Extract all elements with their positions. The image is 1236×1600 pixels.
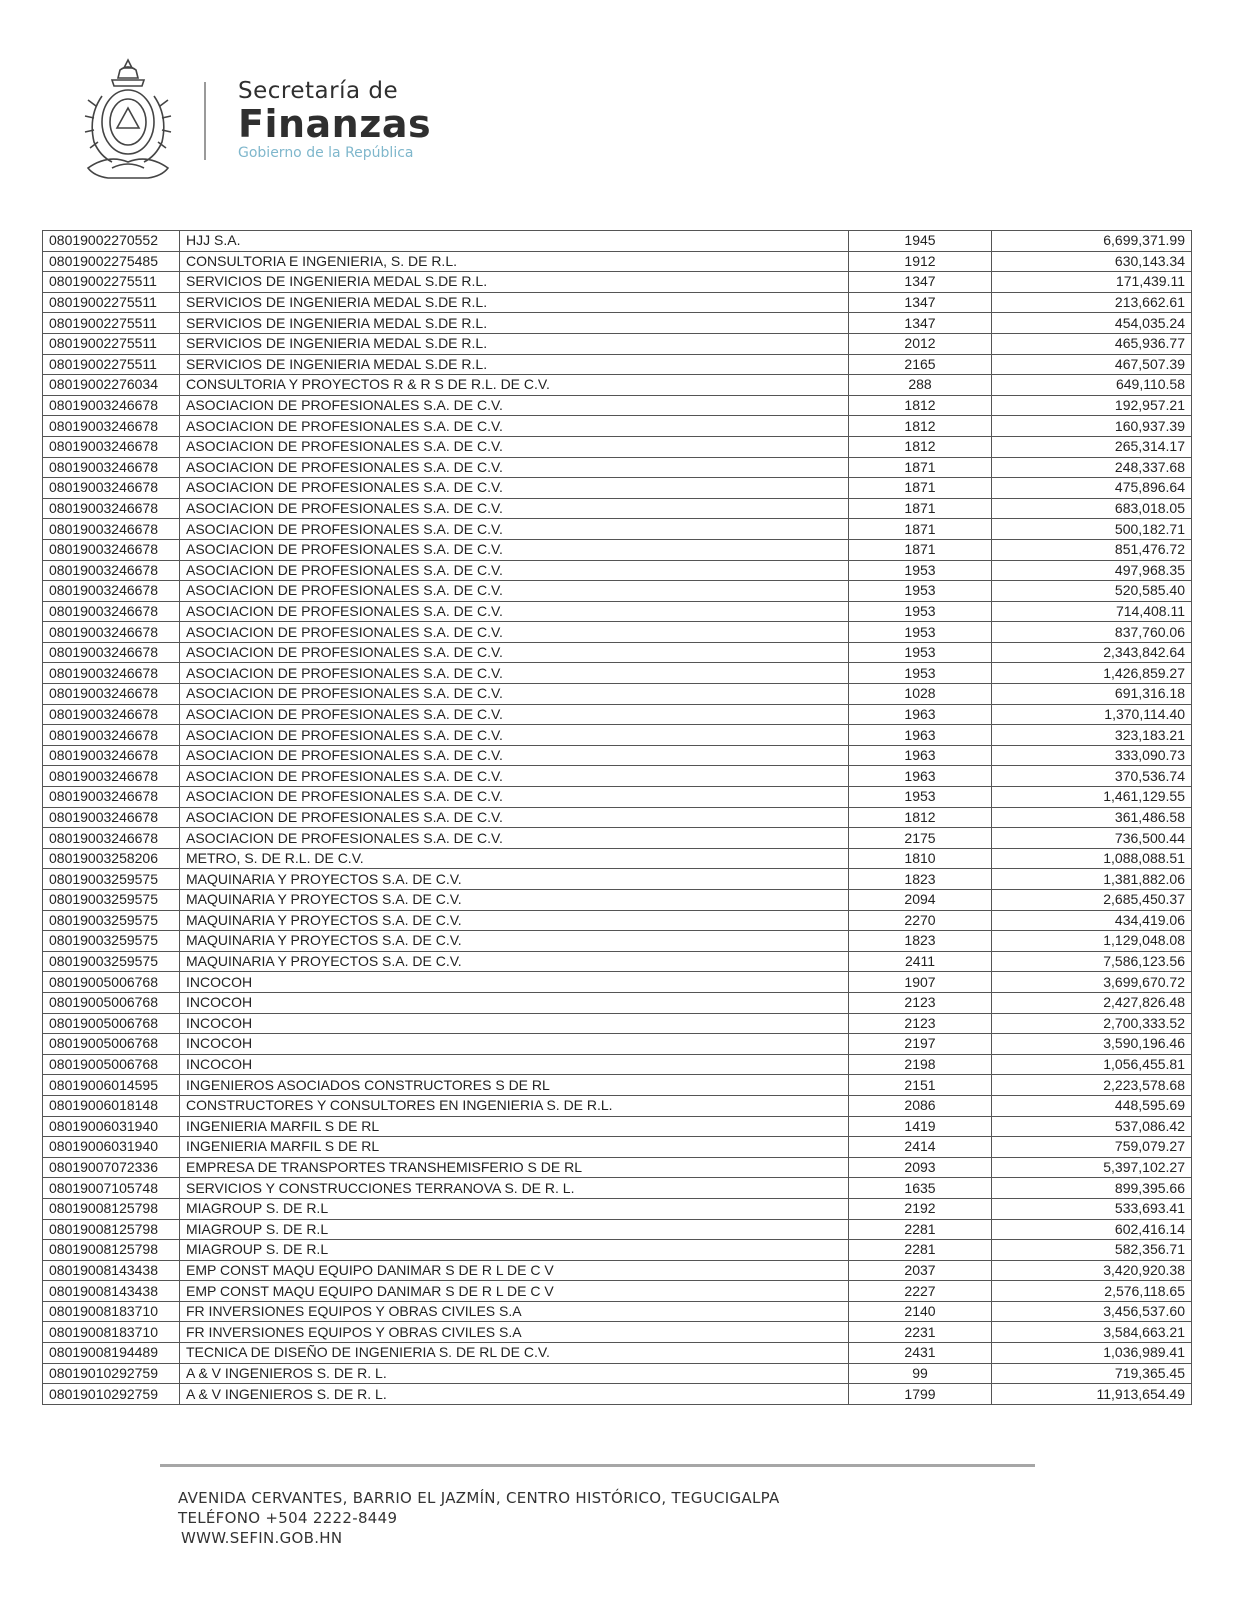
amount-cell: 1,129,048.08 <box>992 931 1192 952</box>
amount-cell: 2,685,450.37 <box>992 890 1192 911</box>
payments-table-body <box>43 231 1192 1405</box>
rtn-cell: 08019002275511 <box>43 272 180 293</box>
amount-cell: 851,476.72 <box>992 539 1192 560</box>
table-row <box>43 787 1192 808</box>
amount-cell: 520,585.40 <box>992 581 1192 602</box>
code-cell: 2175 <box>849 828 992 849</box>
rtn-cell: 08019005006768 <box>43 1034 180 1055</box>
code-cell: 1871 <box>849 478 992 499</box>
company-name-cell: MAQUINARIA Y PROYECTOS S.A. DE C.V. <box>180 931 849 952</box>
rtn-cell: 08019003259575 <box>43 931 180 952</box>
table-row <box>43 890 1192 911</box>
code-cell: 1871 <box>849 457 992 478</box>
rtn-cell: 08019003246678 <box>43 622 180 643</box>
amount-cell: 691,316.18 <box>992 684 1192 705</box>
company-name-cell: ASOCIACION DE PROFESIONALES S.A. DE C.V. <box>180 766 849 787</box>
table-row <box>43 1198 1192 1219</box>
rtn-cell: 08019003259575 <box>43 890 180 911</box>
amount-cell: 2,576,118.65 <box>992 1281 1192 1302</box>
amount-cell: 5,397,102.27 <box>992 1157 1192 1178</box>
amount-cell: 361,486.58 <box>992 807 1192 828</box>
company-name-cell: MIAGROUP S. DE R.L <box>180 1219 849 1240</box>
table-row <box>43 1260 1192 1281</box>
amount-cell: 683,018.05 <box>992 498 1192 519</box>
code-cell: 2197 <box>849 1034 992 1055</box>
company-name-cell: FR INVERSIONES EQUIPOS Y OBRAS CIVILES S.A <box>180 1301 849 1322</box>
rtn-cell: 08019003246678 <box>43 416 180 437</box>
table-row <box>43 1240 1192 1261</box>
amount-cell: 1,056,455.81 <box>992 1054 1192 1075</box>
code-cell: 2198 <box>849 1054 992 1075</box>
footer-divider <box>160 1464 1035 1467</box>
company-name-cell: MIAGROUP S. DE R.L <box>180 1240 849 1261</box>
company-name-cell: ASOCIACION DE PROFESIONALES S.A. DE C.V. <box>180 663 849 684</box>
rtn-cell: 08019003246678 <box>43 745 180 766</box>
rtn-cell: 08019002276034 <box>43 375 180 396</box>
company-name-cell: ASOCIACION DE PROFESIONALES S.A. DE C.V. <box>180 416 849 437</box>
amount-cell: 192,957.21 <box>992 395 1192 416</box>
code-cell: 2227 <box>849 1281 992 1302</box>
rtn-cell: 08019005006768 <box>43 992 180 1013</box>
code-cell: 1812 <box>849 395 992 416</box>
rtn-cell: 08019008183710 <box>43 1301 180 1322</box>
letterhead <box>82 56 582 186</box>
amount-cell: 370,536.74 <box>992 766 1192 787</box>
company-name-cell: A & V INGENIEROS S. DE R. L. <box>180 1363 849 1384</box>
amount-cell: 448,595.69 <box>992 1095 1192 1116</box>
amount-cell: 323,183.21 <box>992 725 1192 746</box>
company-name-cell: ASOCIACION DE PROFESIONALES S.A. DE C.V. <box>180 436 849 457</box>
company-name-cell: ASOCIACION DE PROFESIONALES S.A. DE C.V. <box>180 787 849 808</box>
company-name-cell: SERVICIOS DE INGENIERIA MEDAL S.DE R.L. <box>180 333 849 354</box>
table-row <box>43 622 1192 643</box>
company-name-cell: SERVICIOS DE INGENIERIA MEDAL S.DE R.L. <box>180 354 849 375</box>
company-name-cell: SERVICIOS Y CONSTRUCCIONES TERRANOVA S. DE R. L. <box>180 1178 849 1199</box>
company-name-cell: ASOCIACION DE PROFESIONALES S.A. DE C.V. <box>180 519 849 540</box>
code-cell: 1953 <box>849 787 992 808</box>
code-cell: 1871 <box>849 519 992 540</box>
company-name-cell: SERVICIOS DE INGENIERIA MEDAL S.DE R.L. <box>180 313 849 334</box>
table-row <box>43 292 1192 313</box>
code-cell: 1963 <box>849 704 992 725</box>
company-name-cell: ASOCIACION DE PROFESIONALES S.A. DE C.V. <box>180 828 849 849</box>
amount-cell: 759,079.27 <box>992 1137 1192 1158</box>
amount-cell: 2,700,333.52 <box>992 1013 1192 1034</box>
amount-cell: 213,662.61 <box>992 292 1192 313</box>
company-name-cell: ASOCIACION DE PROFESIONALES S.A. DE C.V. <box>180 807 849 828</box>
code-cell: 2414 <box>849 1137 992 1158</box>
company-name-cell: INGENIERIA MARFIL S DE RL <box>180 1137 849 1158</box>
rtn-cell: 08019003246678 <box>43 457 180 478</box>
company-name-cell: ASOCIACION DE PROFESIONALES S.A. DE C.V. <box>180 601 849 622</box>
code-cell: 2037 <box>849 1260 992 1281</box>
amount-cell: 630,143.34 <box>992 251 1192 272</box>
code-cell: 1823 <box>849 931 992 952</box>
rtn-cell: 08019003246678 <box>43 581 180 602</box>
code-cell: 1810 <box>849 848 992 869</box>
company-name-cell: MIAGROUP S. DE R.L <box>180 1198 849 1219</box>
company-name-cell: ASOCIACION DE PROFESIONALES S.A. DE C.V. <box>180 642 849 663</box>
amount-cell: 2,223,578.68 <box>992 1075 1192 1096</box>
rtn-cell: 08019002270552 <box>43 231 180 252</box>
code-cell: 1953 <box>849 642 992 663</box>
company-name-cell: METRO, S. DE R.L. DE C.V. <box>180 848 849 869</box>
company-name-cell: EMPRESA DE TRANSPORTES TRANSHEMISFERIO S DE RL <box>180 1157 849 1178</box>
code-cell: 1812 <box>849 416 992 437</box>
rtn-cell: 08019007072336 <box>43 1157 180 1178</box>
rtn-cell: 08019003246678 <box>43 498 180 519</box>
table-row <box>43 272 1192 293</box>
amount-cell: 160,937.39 <box>992 416 1192 437</box>
table-row <box>43 436 1192 457</box>
amount-cell: 899,395.66 <box>992 1178 1192 1199</box>
rtn-cell: 08019003258206 <box>43 848 180 869</box>
table-row <box>43 1116 1192 1137</box>
amount-cell: 3,420,920.38 <box>992 1260 1192 1281</box>
code-cell: 1812 <box>849 436 992 457</box>
footer <box>178 1488 780 1548</box>
rtn-cell: 08019002275485 <box>43 251 180 272</box>
amount-cell: 3,456,537.60 <box>992 1301 1192 1322</box>
code-cell: 2012 <box>849 333 992 354</box>
amount-cell: 837,760.06 <box>992 622 1192 643</box>
amount-cell: 7,586,123.56 <box>992 951 1192 972</box>
amount-cell: 3,584,663.21 <box>992 1322 1192 1343</box>
code-cell: 1347 <box>849 292 992 313</box>
table-row <box>43 251 1192 272</box>
table-row <box>43 766 1192 787</box>
rtn-cell: 08019007105748 <box>43 1178 180 1199</box>
code-cell: 1907 <box>849 972 992 993</box>
company-name-cell: EMP CONST MAQU EQUIPO DANIMAR S DE R L DE C V <box>180 1260 849 1281</box>
table-row <box>43 560 1192 581</box>
company-name-cell: INCOCOH <box>180 992 849 1013</box>
company-name-cell: MAQUINARIA Y PROYECTOS S.A. DE C.V. <box>180 910 849 931</box>
amount-cell: 649,110.58 <box>992 375 1192 396</box>
table-row <box>43 725 1192 746</box>
rtn-cell: 08019003259575 <box>43 951 180 972</box>
company-name-cell: ASOCIACION DE PROFESIONALES S.A. DE C.V. <box>180 725 849 746</box>
org-subtitle: Gobierno de la República <box>238 145 414 161</box>
table-row <box>43 1363 1192 1384</box>
company-name-cell: INGENIEROS ASOCIADOS CONSTRUCTORES S DE RL <box>180 1075 849 1096</box>
amount-cell: 11,913,654.49 <box>992 1384 1192 1405</box>
amount-cell: 1,088,088.51 <box>992 848 1192 869</box>
rtn-cell: 08019003246678 <box>43 601 180 622</box>
rtn-cell: 08019003246678 <box>43 436 180 457</box>
code-cell: 2192 <box>849 1198 992 1219</box>
rtn-cell: 08019008143438 <box>43 1281 180 1302</box>
rtn-cell: 08019008194489 <box>43 1343 180 1364</box>
code-cell: 1945 <box>849 231 992 252</box>
amount-cell: 2,427,826.48 <box>992 992 1192 1013</box>
rtn-cell: 08019008125798 <box>43 1219 180 1240</box>
amount-cell: 602,416.14 <box>992 1219 1192 1240</box>
table-row <box>43 1034 1192 1055</box>
header-divider <box>204 82 206 160</box>
table-row <box>43 951 1192 972</box>
amount-cell: 6,699,371.99 <box>992 231 1192 252</box>
table-row <box>43 931 1192 952</box>
code-cell: 2231 <box>849 1322 992 1343</box>
code-cell: 2281 <box>849 1219 992 1240</box>
rtn-cell: 08019003246678 <box>43 684 180 705</box>
amount-cell: 248,337.68 <box>992 457 1192 478</box>
table-row <box>43 1095 1192 1116</box>
rtn-cell: 08019003246678 <box>43 807 180 828</box>
company-name-cell: ASOCIACION DE PROFESIONALES S.A. DE C.V. <box>180 478 849 499</box>
amount-cell: 1,381,882.06 <box>992 869 1192 890</box>
amount-cell: 171,439.11 <box>992 272 1192 293</box>
table-row <box>43 1219 1192 1240</box>
table-row <box>43 663 1192 684</box>
table-row <box>43 828 1192 849</box>
payments-table <box>42 230 1192 1405</box>
organization-name <box>238 78 431 162</box>
table-row <box>43 395 1192 416</box>
company-name-cell: INCOCOH <box>180 1054 849 1075</box>
amount-cell: 2,343,842.64 <box>992 642 1192 663</box>
code-cell: 1812 <box>849 807 992 828</box>
rtn-cell: 08019003246678 <box>43 560 180 581</box>
table-row <box>43 1137 1192 1158</box>
rtn-cell: 08019010292759 <box>43 1384 180 1405</box>
code-cell: 2411 <box>849 951 992 972</box>
company-name-cell: INCOCOH <box>180 972 849 993</box>
company-name-cell: ASOCIACION DE PROFESIONALES S.A. DE C.V. <box>180 581 849 602</box>
rtn-cell: 08019003246678 <box>43 725 180 746</box>
amount-cell: 736,500.44 <box>992 828 1192 849</box>
rtn-cell: 08019003246678 <box>43 642 180 663</box>
company-name-cell: INCOCOH <box>180 1013 849 1034</box>
code-cell: 99 <box>849 1363 992 1384</box>
rtn-cell: 08019003246678 <box>43 519 180 540</box>
table-row <box>43 498 1192 519</box>
amount-cell: 537,086.42 <box>992 1116 1192 1137</box>
table-row <box>43 642 1192 663</box>
amount-cell: 719,365.45 <box>992 1363 1192 1384</box>
rtn-cell: 08019006031940 <box>43 1116 180 1137</box>
amount-cell: 497,968.35 <box>992 560 1192 581</box>
code-cell: 1953 <box>849 601 992 622</box>
table-row <box>43 1157 1192 1178</box>
table-row <box>43 231 1192 252</box>
rtn-cell: 08019005006768 <box>43 1054 180 1075</box>
company-name-cell: ASOCIACION DE PROFESIONALES S.A. DE C.V. <box>180 498 849 519</box>
code-cell: 1963 <box>849 745 992 766</box>
table-row <box>43 478 1192 499</box>
org-prefix: Secretaría de <box>238 78 399 104</box>
code-cell: 2123 <box>849 1013 992 1034</box>
rtn-cell: 08019008125798 <box>43 1198 180 1219</box>
table-row <box>43 1075 1192 1096</box>
code-cell: 2270 <box>849 910 992 931</box>
amount-cell: 265,314.17 <box>992 436 1192 457</box>
company-name-cell: HJJ S.A. <box>180 231 849 252</box>
company-name-cell: FR INVERSIONES EQUIPOS Y OBRAS CIVILES S.A <box>180 1322 849 1343</box>
amount-cell: 500,182.71 <box>992 519 1192 540</box>
code-cell: 1635 <box>849 1178 992 1199</box>
company-name-cell: CONSTRUCTORES Y CONSULTORES EN INGENIERIA S. DE R.L. <box>180 1095 849 1116</box>
amount-cell: 465,936.77 <box>992 333 1192 354</box>
rtn-cell: 08019008183710 <box>43 1322 180 1343</box>
rtn-cell: 08019006018148 <box>43 1095 180 1116</box>
table-row <box>43 807 1192 828</box>
code-cell: 1799 <box>849 1384 992 1405</box>
table-row <box>43 684 1192 705</box>
table-row <box>43 869 1192 890</box>
rtn-cell: 08019002275511 <box>43 313 180 334</box>
code-cell: 2431 <box>849 1343 992 1364</box>
amount-cell: 1,370,114.40 <box>992 704 1192 725</box>
table-row <box>43 457 1192 478</box>
code-cell: 1823 <box>849 869 992 890</box>
org-title: Finanzas <box>238 102 432 146</box>
table-row <box>43 354 1192 375</box>
amount-cell: 475,896.64 <box>992 478 1192 499</box>
amount-cell: 454,035.24 <box>992 313 1192 334</box>
code-cell: 2123 <box>849 992 992 1013</box>
amount-cell: 333,090.73 <box>992 745 1192 766</box>
code-cell: 1953 <box>849 581 992 602</box>
rtn-cell: 08019003246678 <box>43 539 180 560</box>
rtn-cell: 08019003246678 <box>43 663 180 684</box>
table-row <box>43 1054 1192 1075</box>
rtn-cell: 08019003259575 <box>43 869 180 890</box>
rtn-cell: 08019003246678 <box>43 395 180 416</box>
code-cell: 1871 <box>849 498 992 519</box>
code-cell: 2151 <box>849 1075 992 1096</box>
rtn-cell: 08019008125798 <box>43 1240 180 1261</box>
table-row <box>43 333 1192 354</box>
code-cell: 1347 <box>849 272 992 293</box>
company-name-cell: MAQUINARIA Y PROYECTOS S.A. DE C.V. <box>180 869 849 890</box>
code-cell: 1953 <box>849 622 992 643</box>
table-row <box>43 848 1192 869</box>
table-row <box>43 972 1192 993</box>
rtn-cell: 08019003246678 <box>43 828 180 849</box>
footer-website: WWW.SEFIN.GOB.HN <box>181 1529 343 1547</box>
table-row <box>43 745 1192 766</box>
table-row <box>43 375 1192 396</box>
company-name-cell: ASOCIACION DE PROFESIONALES S.A. DE C.V. <box>180 457 849 478</box>
table-row <box>43 704 1192 725</box>
company-name-cell: ASOCIACION DE PROFESIONALES S.A. DE C.V. <box>180 622 849 643</box>
table-row <box>43 519 1192 540</box>
code-cell: 2093 <box>849 1157 992 1178</box>
code-cell: 2094 <box>849 890 992 911</box>
code-cell: 2165 <box>849 354 992 375</box>
code-cell: 1953 <box>849 560 992 581</box>
code-cell: 1912 <box>849 251 992 272</box>
code-cell: 2140 <box>849 1301 992 1322</box>
amount-cell: 1,426,859.27 <box>992 663 1192 684</box>
table-row <box>43 601 1192 622</box>
rtn-cell: 08019005006768 <box>43 1013 180 1034</box>
rtn-cell: 08019003259575 <box>43 910 180 931</box>
code-cell: 1419 <box>849 1116 992 1137</box>
rtn-cell: 08019006031940 <box>43 1137 180 1158</box>
company-name-cell: A & V INGENIEROS S. DE R. L. <box>180 1384 849 1405</box>
code-cell: 2086 <box>849 1095 992 1116</box>
table-row <box>43 313 1192 334</box>
amount-cell: 3,699,670.72 <box>992 972 1192 993</box>
company-name-cell: ASOCIACION DE PROFESIONALES S.A. DE C.V. <box>180 745 849 766</box>
amount-cell: 1,461,129.55 <box>992 787 1192 808</box>
amount-cell: 3,590,196.46 <box>992 1034 1192 1055</box>
table-row <box>43 539 1192 560</box>
coat-of-arms-icon <box>82 56 174 184</box>
footer-phone: TELÉFONO +504 2222-8449 <box>178 1509 398 1527</box>
table-row <box>43 581 1192 602</box>
amount-cell: 467,507.39 <box>992 354 1192 375</box>
company-name-cell: ASOCIACION DE PROFESIONALES S.A. DE C.V. <box>180 704 849 725</box>
code-cell: 1871 <box>849 539 992 560</box>
rtn-cell: 08019002275511 <box>43 333 180 354</box>
rtn-cell: 08019008143438 <box>43 1260 180 1281</box>
code-cell: 1953 <box>849 663 992 684</box>
code-cell: 288 <box>849 375 992 396</box>
rtn-cell: 08019003246678 <box>43 704 180 725</box>
rtn-cell: 08019002275511 <box>43 292 180 313</box>
company-name-cell: ASOCIACION DE PROFESIONALES S.A. DE C.V. <box>180 395 849 416</box>
table-row <box>43 910 1192 931</box>
table-row <box>43 1384 1192 1405</box>
amount-cell: 1,036,989.41 <box>992 1343 1192 1364</box>
amount-cell: 714,408.11 <box>992 601 1192 622</box>
table-row <box>43 1281 1192 1302</box>
rtn-cell: 08019005006768 <box>43 972 180 993</box>
rtn-cell: 08019003246678 <box>43 478 180 499</box>
rtn-cell: 08019006014595 <box>43 1075 180 1096</box>
code-cell: 1028 <box>849 684 992 705</box>
amount-cell: 434,419.06 <box>992 910 1192 931</box>
rtn-cell: 08019003246678 <box>43 766 180 787</box>
code-cell: 1963 <box>849 725 992 746</box>
company-name-cell: MAQUINARIA Y PROYECTOS S.A. DE C.V. <box>180 951 849 972</box>
company-name-cell: ASOCIACION DE PROFESIONALES S.A. DE C.V. <box>180 684 849 705</box>
amount-cell: 582,356.71 <box>992 1240 1192 1261</box>
code-cell: 2281 <box>849 1240 992 1261</box>
company-name-cell: ASOCIACION DE PROFESIONALES S.A. DE C.V. <box>180 560 849 581</box>
company-name-cell: INCOCOH <box>180 1034 849 1055</box>
table-row <box>43 1178 1192 1199</box>
company-name-cell: EMP CONST MAQU EQUIPO DANIMAR S DE R L DE C V <box>180 1281 849 1302</box>
company-name-cell: SERVICIOS DE INGENIERIA MEDAL S.DE R.L. <box>180 292 849 313</box>
table-row <box>43 1322 1192 1343</box>
table-row <box>43 1343 1192 1364</box>
table-row <box>43 992 1192 1013</box>
company-name-cell: INGENIERIA MARFIL S DE RL <box>180 1116 849 1137</box>
company-name-cell: CONSULTORIA Y PROYECTOS R & R S DE R.L. DE C.V. <box>180 375 849 396</box>
table-row <box>43 1301 1192 1322</box>
amount-cell: 533,693.41 <box>992 1198 1192 1219</box>
company-name-cell: CONSULTORIA E INGENIERIA, S. DE R.L. <box>180 251 849 272</box>
rtn-cell: 08019002275511 <box>43 354 180 375</box>
table-row <box>43 416 1192 437</box>
code-cell: 1963 <box>849 766 992 787</box>
company-name-cell: ASOCIACION DE PROFESIONALES S.A. DE C.V. <box>180 539 849 560</box>
code-cell: 1347 <box>849 313 992 334</box>
footer-address: AVENIDA CERVANTES, BARRIO EL JAZMÍN, CENTRO HISTÓRICO, TEGUCIGALPA <box>178 1489 780 1507</box>
company-name-cell: SERVICIOS DE INGENIERIA MEDAL S.DE R.L. <box>180 272 849 293</box>
company-name-cell: MAQUINARIA Y PROYECTOS S.A. DE C.V. <box>180 890 849 911</box>
table-row <box>43 1013 1192 1034</box>
rtn-cell: 08019010292759 <box>43 1363 180 1384</box>
rtn-cell: 08019003246678 <box>43 787 180 808</box>
company-name-cell: TECNICA DE DISEÑO DE INGENIERIA S. DE RL DE C.V. <box>180 1343 849 1364</box>
